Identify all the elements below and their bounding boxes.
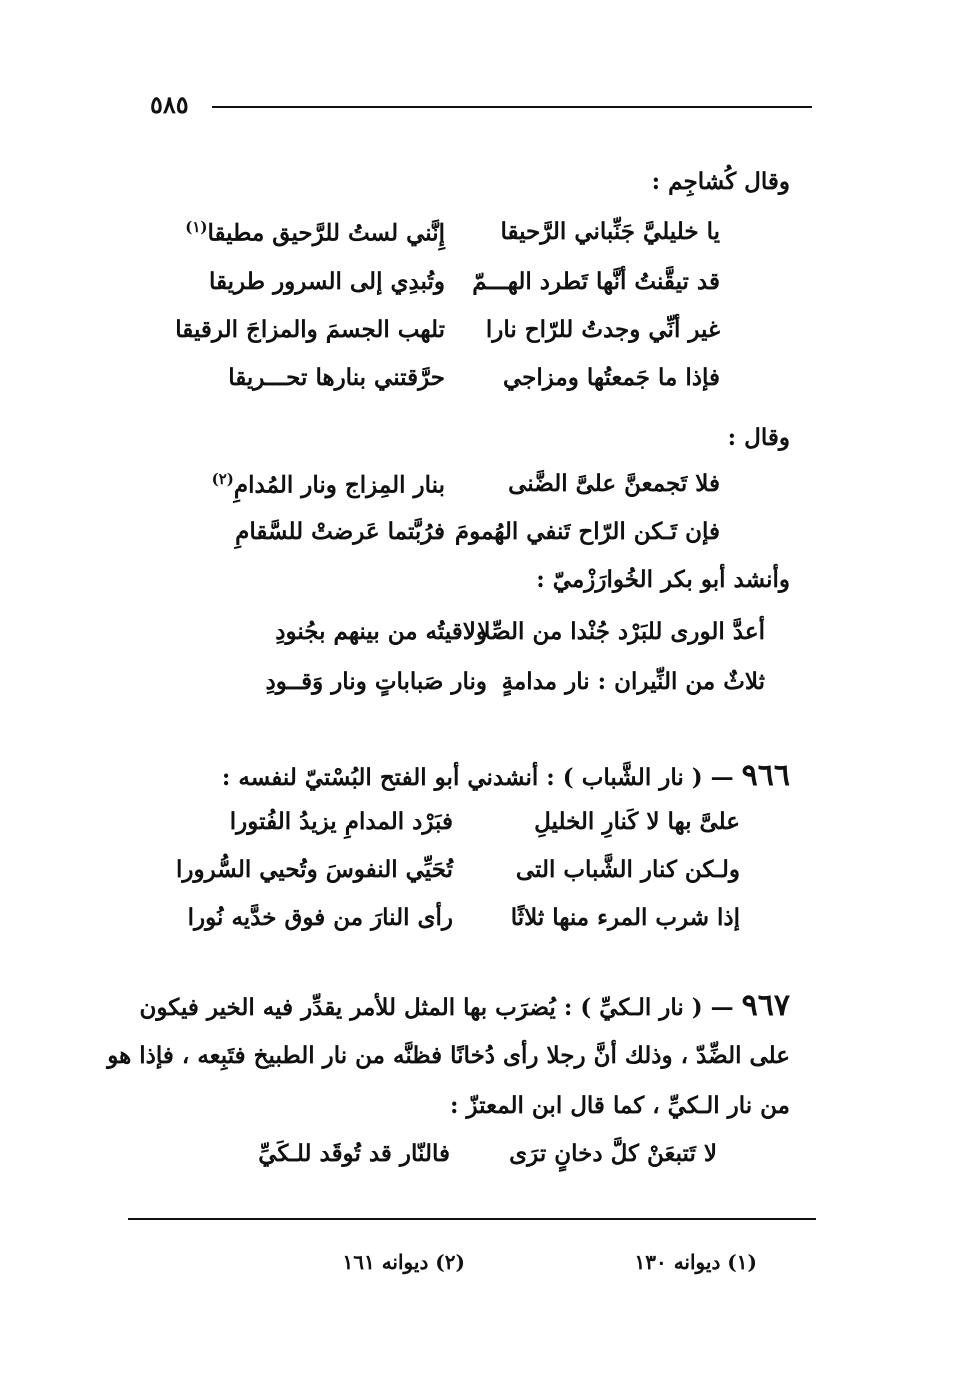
footnote-rule — [128, 1218, 816, 1220]
section-966-heading — [222, 758, 790, 793]
verse-12-right: لا تَتبعَنْ كلَّ دخانٍ ترَى — [509, 1140, 717, 1167]
section-966-number: ٩٦٦ — [741, 758, 790, 793]
verse-3-right: غير أنِّي وجدتُ للرّاح نارا — [485, 316, 720, 343]
footnote-mark-1: (١) — [185, 218, 208, 236]
verse-7-right: أعدَّ الورى للبَرْد جُنْدا من الصِّلا — [477, 618, 765, 645]
verse-5-left — [212, 470, 445, 499]
footnote-2: (٢) ديوانه ١٦١ — [342, 1250, 465, 1274]
verse-8-left: ونار صَباباتٍ ونار وَقــودِ — [265, 668, 487, 695]
section-967-line-1 — [140, 988, 791, 1023]
verse-5-left-text: بنار المِزاج ونار المُدامِ — [233, 471, 445, 499]
section-966-title: — ( نار الشَّباب ) : أنشدني أبو الفتح البُسْتيّ لنفسه : — [221, 764, 734, 791]
verse-1-left — [185, 218, 445, 247]
verse-11-right: إذا شرب المرء منها ثلاثًا — [510, 904, 740, 931]
verse-2-right: قد تيقَّنتُ أنَّها تَطرد الهـــمّ — [472, 268, 720, 295]
verse-5-right: فلا تَجمعنَّ علىَّ الضَّنى — [508, 470, 720, 497]
verse-12-left: فالنّار قد تُوقَد للـكَيِّ — [258, 1140, 450, 1167]
verse-1-right: يا خليليَّ جَنِّباني الرَّحيقا — [500, 218, 720, 245]
verse-6-left: فرُبَّتما عَرضتْ للسَّقامِ — [235, 518, 445, 545]
intro-khwarazmi: وأنشد أبو بكر الخُوارَزْميّ : — [536, 566, 790, 593]
verse-6-right: فإن تَـكن الرّاح تَنفي الهُمومَ — [454, 518, 720, 545]
verse-10-right: ولـكن كنار الشَّباب التى — [515, 856, 740, 883]
intro-kushajim: وقال كُشاجِم : — [651, 168, 790, 195]
verse-7-left: ولاقيتُه من بينهم بجُنودِ — [275, 618, 487, 645]
section-967-line-3: من نار الـكيِّ ، كما قال ابن المعتزّ : — [449, 1092, 790, 1119]
verse-9-left: فبَرْد المدامِ يزيدُ الفُتورا — [229, 808, 453, 835]
section-967-line-2: على الضِّدّ ، وذلك أنَّ رجلا رأى دُخانًا فظنَّه من نار الطبيخ فتَبِعه ، فإذا هو — [107, 1042, 790, 1069]
footnote-1: (١) ديوانه ١٣٠ — [634, 1250, 757, 1274]
page-number: ٥٨٥ — [150, 90, 189, 119]
verse-2-left: وتُبدِي إلى السرور طريقا — [209, 268, 445, 295]
verse-8-right: ثلاثٌ من النِّيران : نار مدامةٍ — [501, 668, 765, 695]
verse-10-left: تُحَيِّي النفوسَ وتُحيي السُّرورا — [176, 856, 453, 883]
verse-4-right: فإذا ما جَمعتُها ومزاجي — [502, 364, 720, 391]
header-rule — [212, 106, 812, 108]
verse-4-left: حرَّقتني بنارها تحـــريقا — [228, 364, 445, 391]
section-967-number: ٩٦٧ — [741, 988, 790, 1023]
verse-1-left-text: إِنَّني لستُ للرَّحيق مطيقا — [207, 219, 445, 247]
footnote-mark-2: (٢) — [211, 470, 234, 488]
intro-qala: وقال : — [727, 424, 790, 451]
section-967-line-1-text: — ( نار الـكيِّ ) : يُضرَب بها المثل للأمر يقدِّر فيه الخير فيكون — [139, 994, 734, 1021]
verse-3-left: تلهب الجسمَ والمزاجَ الرقيقا — [175, 316, 445, 343]
verse-11-left: رأى النارَ من فوق خدَّيه نُورا — [187, 904, 453, 931]
verse-9-right: علىَّ بها لا كَنارِ الخليلِ — [534, 808, 740, 835]
